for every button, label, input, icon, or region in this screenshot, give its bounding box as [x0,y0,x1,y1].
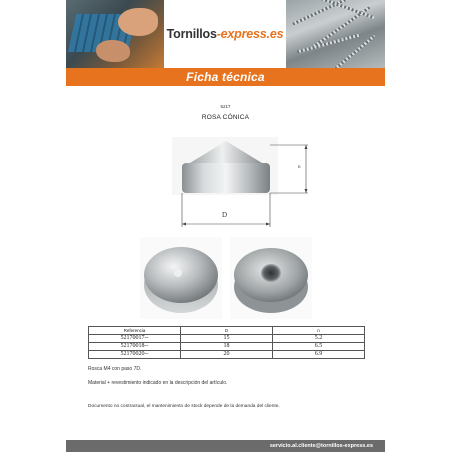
hand-graphic [96,40,130,62]
header-banner [66,0,385,68]
product-photo-top [140,237,222,319]
arrow-right-icon [266,223,270,226]
table-row [89,335,365,343]
nut-body [182,163,270,193]
brand-logo [164,0,286,68]
technical-drawing [170,135,320,230]
brand-accent-text: -express.es [216,27,284,41]
specifications-table [88,326,365,359]
product-photo-bottom [230,237,312,319]
datasheet-title-bar [66,68,385,86]
cell-reference: 52170020-- [89,351,181,359]
diameter-label: D [222,211,228,219]
material-note: Material + revestimiento indicado en la descripción del artículo. [88,380,228,386]
header-photo-screws [286,0,385,68]
table-row [89,343,365,351]
customer-service-email[interactable]: servicio.al.cliente@tornillos-express.es [269,443,373,449]
header-reference: Referencia [89,327,181,335]
cell-diameter: 15 [181,335,273,343]
height-label: n [298,165,301,170]
cell-diameter: 20 [181,351,273,359]
product-name: ROSA CÓNICA [201,114,250,121]
cone-tip [174,269,182,277]
header-diameter: D [181,327,273,335]
product-code: 5217 [220,104,231,109]
cell-diameter: 18 [181,343,273,351]
nut-profile-drawing [170,135,320,230]
datasheet-title: Ficha técnica [186,70,265,84]
arrow-up-icon [305,145,308,149]
hand-graphic [118,8,158,36]
footer-bar [66,440,385,452]
thread-note: Rosca M4 con paso 7D. [88,366,142,372]
brand-name [167,27,284,41]
header-photo-workshop [66,0,164,68]
table-row [89,351,365,359]
disclaimer-text: Documento no contractual, el mantenimiento de stock depende de la demanda del cliente. [88,404,280,409]
cell-reference: 52170018-- [89,343,181,351]
header-height: n [273,327,365,335]
cell-reference: 52170017-- [89,335,181,343]
arrow-left-icon [182,223,186,226]
brand-main-text: Tornillos [166,27,217,41]
threaded-hole [261,264,281,282]
cone-nut-photo [140,237,222,319]
cell-height: 6.5 [273,343,365,351]
threaded-nut-photo [230,237,312,319]
cell-height: 6.9 [273,351,365,359]
cell-height: 5.2 [273,335,365,343]
arrow-down-icon [305,189,308,193]
table-header-row [89,327,365,335]
